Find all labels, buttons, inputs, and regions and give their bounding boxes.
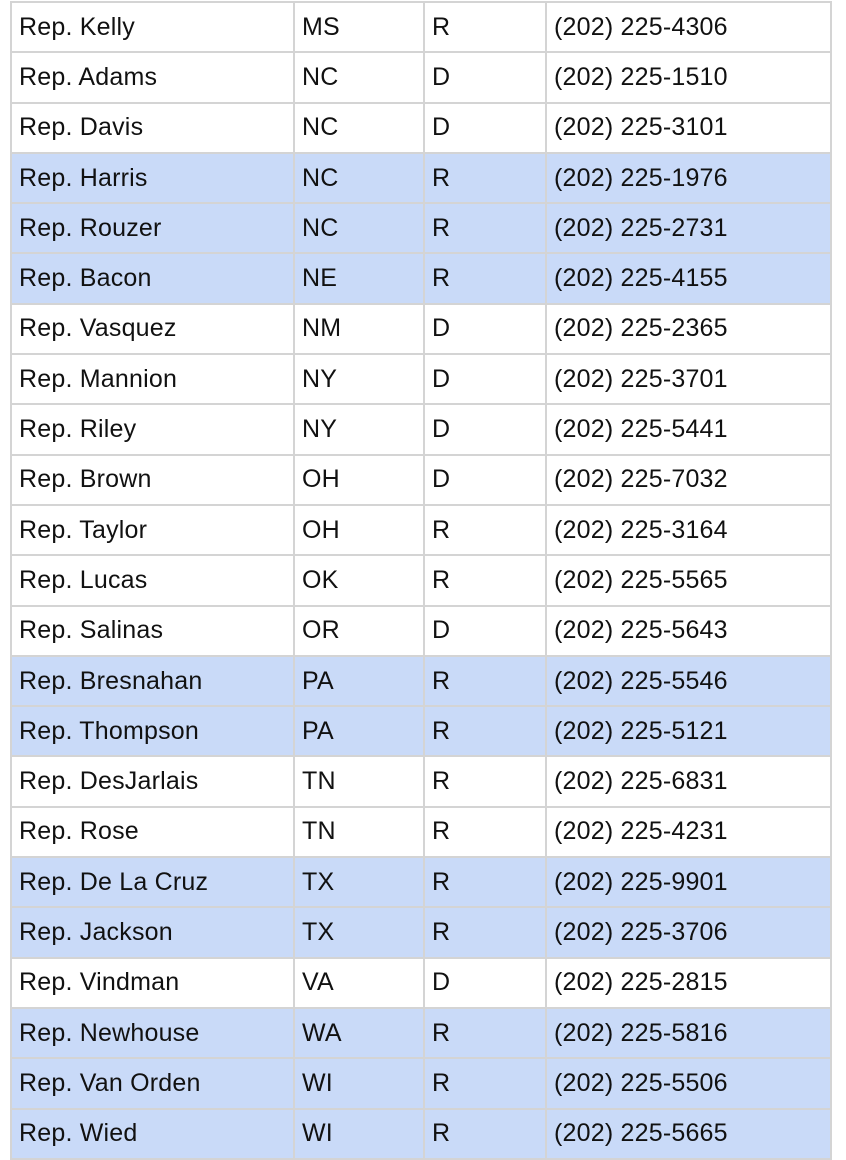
cell-name[interactable]: Rep. Vindman	[11, 958, 294, 1008]
cell-phone[interactable]: (202) 225-1976	[546, 153, 831, 203]
cell-phone[interactable]: (202) 225-1510	[546, 52, 831, 102]
cell-name[interactable]: Rep. Lucas	[11, 555, 294, 605]
cell-party[interactable]: R	[424, 2, 546, 52]
table-row	[11, 103, 831, 153]
cell-state[interactable]: OK	[294, 555, 424, 605]
cell-name[interactable]: Rep. Brown	[11, 455, 294, 505]
cell-party[interactable]: D	[424, 304, 546, 354]
table-row	[11, 153, 831, 203]
cell-state[interactable]: TN	[294, 756, 424, 806]
cell-name[interactable]: Rep. Thompson	[11, 706, 294, 756]
cell-state[interactable]: TX	[294, 907, 424, 957]
cell-phone[interactable]: (202) 225-3701	[546, 354, 831, 404]
table-row	[11, 354, 831, 404]
cell-state[interactable]: PA	[294, 706, 424, 756]
table-row	[11, 203, 831, 253]
cell-phone[interactable]: (202) 225-5816	[546, 1008, 831, 1058]
table-row	[11, 807, 831, 857]
cell-party[interactable]: D	[424, 455, 546, 505]
cell-party[interactable]: D	[424, 354, 546, 404]
cell-state[interactable]: WA	[294, 1008, 424, 1058]
cell-party[interactable]: R	[424, 555, 546, 605]
table-row	[11, 706, 831, 756]
cell-name[interactable]: Rep. Kelly	[11, 2, 294, 52]
cell-state[interactable]: NY	[294, 404, 424, 454]
cell-party[interactable]: R	[424, 807, 546, 857]
cell-party[interactable]: R	[424, 153, 546, 203]
cell-party[interactable]: R	[424, 907, 546, 957]
cell-party[interactable]: R	[424, 253, 546, 303]
table-row	[11, 455, 831, 505]
cell-phone[interactable]: (202) 225-2815	[546, 958, 831, 1008]
cell-phone[interactable]: (202) 225-5565	[546, 555, 831, 605]
table-row	[11, 253, 831, 303]
table-row	[11, 304, 831, 354]
cell-state[interactable]: NC	[294, 203, 424, 253]
cell-phone[interactable]: (202) 225-5643	[546, 606, 831, 656]
cell-state[interactable]: OH	[294, 455, 424, 505]
cell-state[interactable]: OH	[294, 505, 424, 555]
cell-phone[interactable]: (202) 225-9901	[546, 857, 831, 907]
cell-name[interactable]: Rep. Taylor	[11, 505, 294, 555]
table-row	[11, 958, 831, 1008]
cell-party[interactable]: D	[424, 958, 546, 1008]
cell-name[interactable]: Rep. Bacon	[11, 253, 294, 303]
cell-phone[interactable]: (202) 225-5665	[546, 1109, 831, 1159]
cell-party[interactable]: D	[424, 103, 546, 153]
cell-name[interactable]: Rep. Riley	[11, 404, 294, 454]
cell-phone[interactable]: (202) 225-3706	[546, 907, 831, 957]
cell-party[interactable]: R	[424, 756, 546, 806]
table-row	[11, 555, 831, 605]
cell-party[interactable]: R	[424, 656, 546, 706]
cell-name[interactable]: Rep. Newhouse	[11, 1008, 294, 1058]
cell-phone[interactable]: (202) 225-3164	[546, 505, 831, 555]
cell-phone[interactable]: (202) 225-7032	[546, 455, 831, 505]
cell-state[interactable]: NC	[294, 52, 424, 102]
table-row	[11, 505, 831, 555]
table-row	[11, 857, 831, 907]
cell-name[interactable]: Rep. Harris	[11, 153, 294, 203]
table-row	[11, 907, 831, 957]
table-row	[11, 1008, 831, 1058]
cell-name[interactable]: Rep. Salinas	[11, 606, 294, 656]
cell-phone[interactable]: (202) 225-3101	[546, 103, 831, 153]
cell-phone[interactable]: (202) 225-5121	[546, 706, 831, 756]
table-row	[11, 756, 831, 806]
table-row	[11, 1109, 831, 1159]
cell-phone[interactable]: (202) 225-4306	[546, 2, 831, 52]
table-row	[11, 2, 831, 52]
cell-phone[interactable]: (202) 225-2365	[546, 304, 831, 354]
cell-party[interactable]: R	[424, 706, 546, 756]
table-row	[11, 404, 831, 454]
table-row	[11, 606, 831, 656]
cell-party[interactable]: R	[424, 857, 546, 907]
cell-name[interactable]: Rep. Rouzer	[11, 203, 294, 253]
cell-party[interactable]: D	[424, 404, 546, 454]
cell-state[interactable]: NC	[294, 103, 424, 153]
cell-state[interactable]: NE	[294, 253, 424, 303]
cell-state[interactable]: VA	[294, 958, 424, 1008]
cell-state[interactable]: WI	[294, 1109, 424, 1159]
cell-name[interactable]: Rep. Jackson	[11, 907, 294, 957]
cell-state[interactable]: TN	[294, 807, 424, 857]
cell-party[interactable]: R	[424, 505, 546, 555]
cell-name[interactable]: Rep. Bresnahan	[11, 656, 294, 706]
cell-party[interactable]: R	[424, 1008, 546, 1058]
table-row	[11, 52, 831, 102]
cell-state[interactable]: OR	[294, 606, 424, 656]
cell-state[interactable]: NY	[294, 354, 424, 404]
cell-name[interactable]: Rep. Vasquez	[11, 304, 294, 354]
cell-party[interactable]: D	[424, 606, 546, 656]
table-body	[11, 2, 831, 1159]
representatives-table	[10, 1, 832, 1160]
cell-party[interactable]: D	[424, 52, 546, 102]
cell-phone[interactable]: (202) 225-5441	[546, 404, 831, 454]
table-row	[11, 1058, 831, 1108]
cell-party[interactable]: R	[424, 1058, 546, 1108]
cell-state[interactable]: PA	[294, 656, 424, 706]
cell-name[interactable]: Rep. Adams	[11, 52, 294, 102]
cell-state[interactable]: WI	[294, 1058, 424, 1108]
table-row	[11, 656, 831, 706]
cell-state[interactable]: TX	[294, 857, 424, 907]
cell-phone[interactable]: (202) 225-6831	[546, 756, 831, 806]
cell-state[interactable]: NC	[294, 153, 424, 203]
cell-phone[interactable]: (202) 225-2731	[546, 203, 831, 253]
cell-name[interactable]: Rep. Wied	[11, 1109, 294, 1159]
cell-name[interactable]: Rep. Rose	[11, 807, 294, 857]
cell-state[interactable]: MS	[294, 2, 424, 52]
cell-state[interactable]: NM	[294, 304, 424, 354]
cell-name[interactable]: Rep. Mannion	[11, 354, 294, 404]
cell-name[interactable]: Rep. Van Orden	[11, 1058, 294, 1108]
cell-phone[interactable]: (202) 225-5506	[546, 1058, 831, 1108]
cell-party[interactable]: R	[424, 203, 546, 253]
cell-party[interactable]: R	[424, 1109, 546, 1159]
cell-name[interactable]: Rep. Davis	[11, 103, 294, 153]
cell-phone[interactable]: (202) 225-5546	[546, 656, 831, 706]
cell-name[interactable]: Rep. De La Cruz	[11, 857, 294, 907]
cell-name[interactable]: Rep. DesJarlais	[11, 756, 294, 806]
cell-phone[interactable]: (202) 225-4231	[546, 807, 831, 857]
cell-phone[interactable]: (202) 225-4155	[546, 253, 831, 303]
